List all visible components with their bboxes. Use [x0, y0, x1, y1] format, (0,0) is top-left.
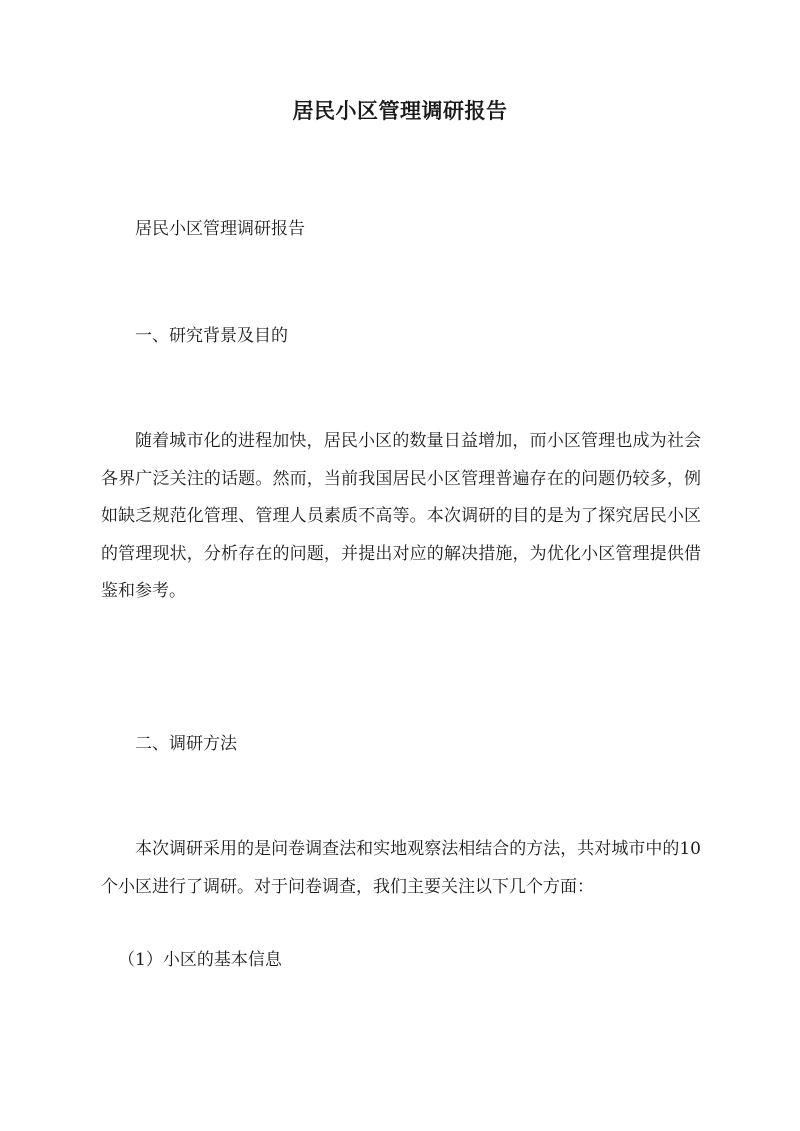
- document-subtitle: 居民小区管理调研报告: [135, 219, 305, 239]
- list-item: （1）小区的基本信息: [118, 950, 282, 970]
- document-title: 居民小区管理调研报告: [292, 98, 508, 123]
- section-paragraph-method: 本次调研采用的是问卷调查法和实地观察法相结合的方法，共对城市中的10个小区进行了调研。对于问卷调查，我们主要关注以下几个方面：: [101, 839, 701, 897]
- section-heading-method: 二、调研方法: [135, 734, 237, 754]
- section-paragraph-background: 随着城市化的进程加快，居民小区的数量日益增加，而小区管理也成为社会各界广泛关注的话题。然而，当前我国居民小区管理普遍存在的问题仍较多，例如缺乏规范化管理、管理人员素质不高等。本次调研的目的是为了探究居民小区的管理现状，分析存在的问题，并提出对应的解决措施，为优化小区管理提供借鉴和参考。: [101, 431, 701, 601]
- section-heading-background: 一、研究背景及目的: [135, 326, 288, 346]
